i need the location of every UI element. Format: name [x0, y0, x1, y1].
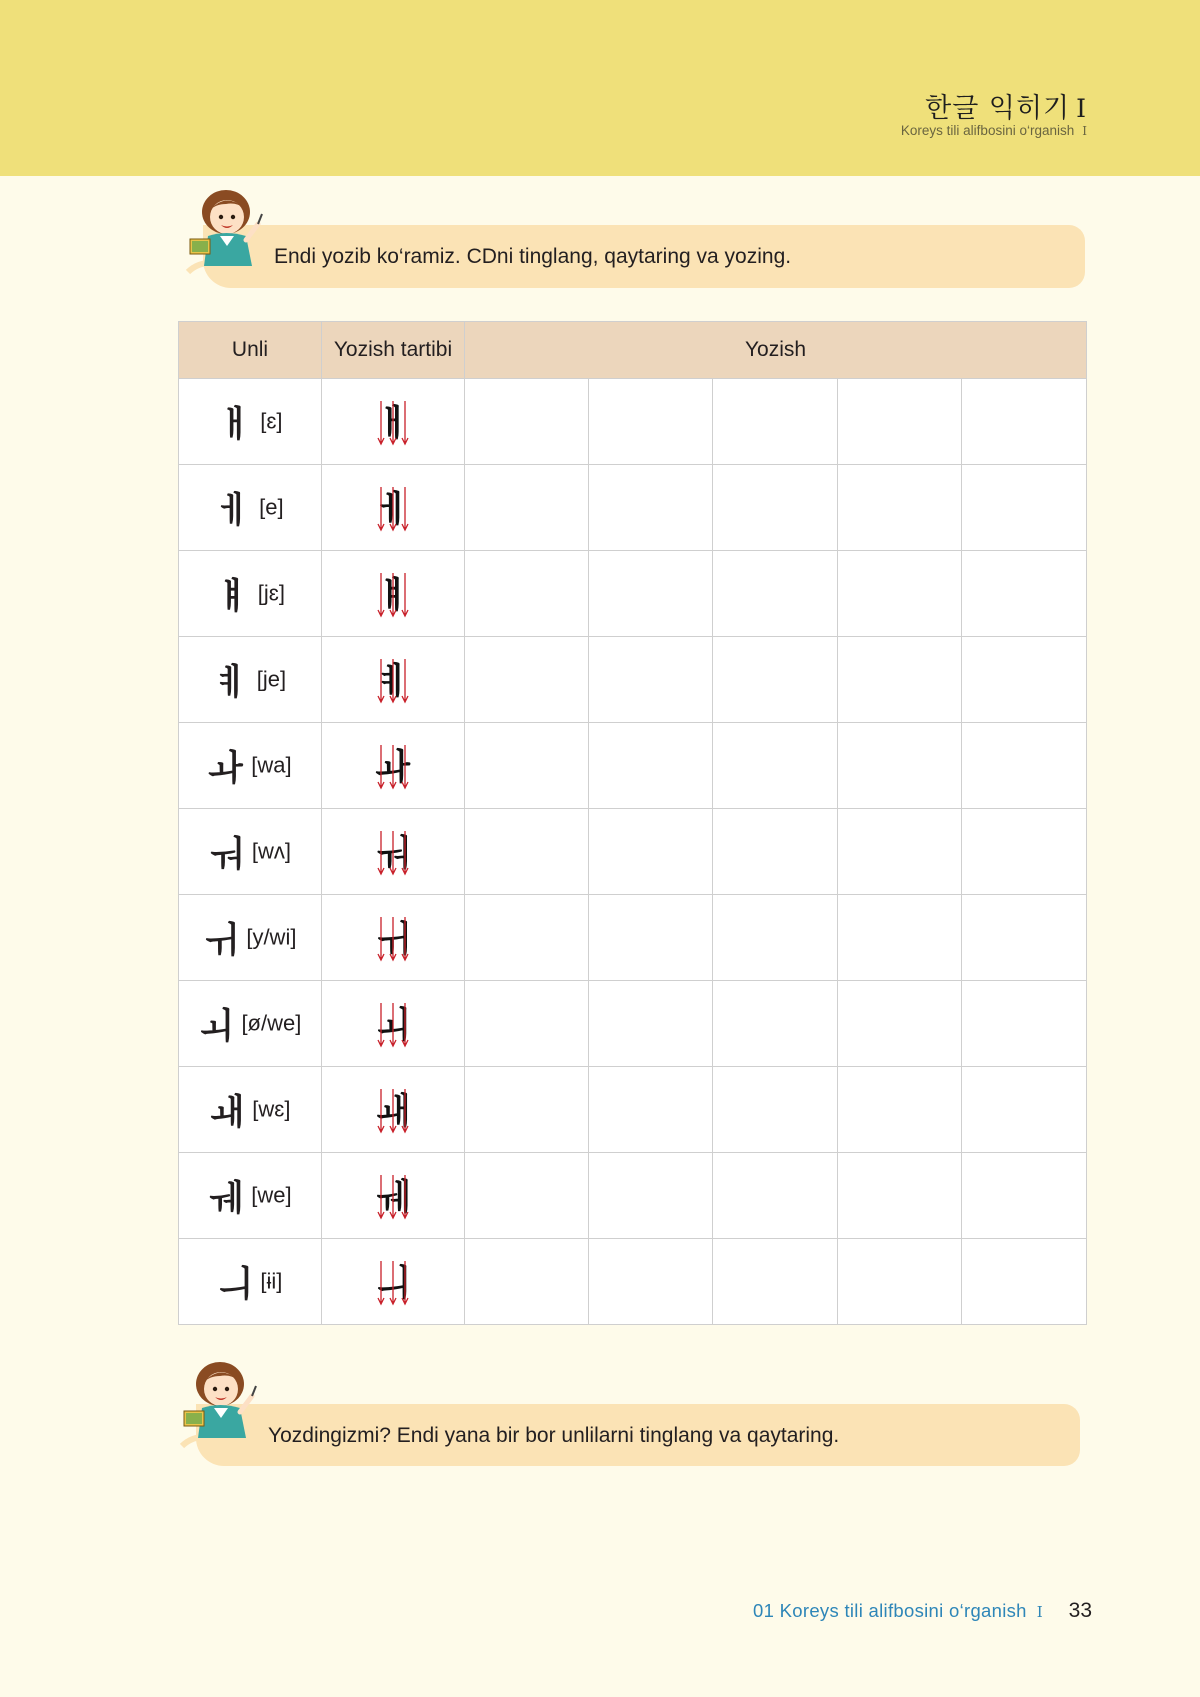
vowel-cell	[179, 981, 322, 1067]
writing-practice-cell[interactable]	[589, 465, 713, 551]
writing-practice-cell[interactable]	[962, 1239, 1087, 1325]
stroke-order-glyph: ㅒ	[375, 575, 411, 616]
vowel-pronunciation: [ø/we]	[241, 1010, 302, 1036]
stroke-order-cell	[322, 1239, 465, 1325]
writing-practice-cell[interactable]	[713, 379, 838, 465]
writing-practice-cell[interactable]	[465, 465, 589, 551]
vowel-glyph: ㅙ	[209, 1092, 245, 1133]
writing-practice-cell[interactable]	[713, 809, 838, 895]
vowel-glyph: ㅟ	[203, 920, 239, 961]
header-title	[925, 86, 1087, 125]
writing-practice-cell[interactable]	[465, 809, 589, 895]
table-row	[179, 1067, 1087, 1153]
writing-practice-cell[interactable]	[838, 981, 962, 1067]
writing-practice-cell[interactable]	[713, 1239, 838, 1325]
vowel-cell	[179, 1239, 322, 1325]
writing-practice-cell[interactable]	[713, 1067, 838, 1153]
vowel-cell	[179, 465, 322, 551]
stroke-arrow	[402, 1003, 408, 1046]
stroke-arrow	[402, 573, 408, 616]
writing-practice-cell[interactable]	[962, 1153, 1087, 1239]
vowel-pronunciation: [je]	[256, 666, 287, 692]
stroke-order-glyph: ㅞ	[375, 1177, 411, 1218]
vowel-pronunciation: [wɛ]	[252, 1096, 291, 1122]
stroke-order-diagram	[353, 989, 433, 1053]
stroke-arrow	[390, 745, 396, 788]
stroke-order-diagram	[353, 1075, 433, 1139]
stroke-arrow	[390, 659, 396, 702]
writing-practice-cell[interactable]	[589, 379, 713, 465]
stroke-order-glyph: ㅔ	[375, 489, 411, 530]
writing-practice-cell[interactable]	[465, 723, 589, 809]
writing-practice-cell[interactable]	[962, 895, 1087, 981]
writing-practice-cell[interactable]	[589, 1239, 713, 1325]
vowel-glyph: ㅒ	[215, 576, 250, 617]
writing-practice-cell[interactable]	[838, 637, 962, 723]
vowel-pronunciation: [we]	[251, 1182, 292, 1208]
writing-practice-cell[interactable]	[838, 1239, 962, 1325]
stroke-arrows-icon	[353, 559, 433, 623]
writing-practice-cell[interactable]	[962, 809, 1087, 895]
stroke-order-cell	[322, 379, 465, 465]
header-vowel: Unli	[179, 322, 322, 379]
writing-practice-cell[interactable]	[962, 981, 1087, 1067]
vowel-glyph: ㅖ	[213, 662, 249, 703]
stroke-order-diagram	[353, 1247, 433, 1311]
stroke-arrow	[378, 745, 384, 788]
header-writing: Yozish	[465, 322, 1087, 379]
stroke-arrows-icon	[353, 817, 433, 881]
stroke-arrow	[402, 487, 408, 530]
stroke-arrow	[378, 1089, 384, 1132]
stroke-arrow	[390, 1089, 396, 1132]
stroke-order-cell	[322, 465, 465, 551]
table-row	[179, 379, 1087, 465]
table-row	[179, 1239, 1087, 1325]
writing-practice-cell[interactable]	[838, 895, 962, 981]
writing-practice-cell[interactable]	[465, 1239, 589, 1325]
stroke-order-cell	[322, 1153, 465, 1239]
vowel-cell	[179, 1153, 322, 1239]
stroke-arrow	[390, 1175, 396, 1218]
stroke-order-diagram	[353, 473, 433, 537]
stroke-order-diagram	[353, 1161, 433, 1225]
stroke-order-diagram	[353, 817, 433, 881]
teacher-illustration	[186, 184, 274, 279]
stroke-order-glyph: ㅐ	[375, 403, 411, 444]
stroke-arrow	[390, 831, 396, 874]
page-number: 33	[1068, 1599, 1092, 1622]
writing-practice-cell[interactable]	[838, 809, 962, 895]
writing-practice-cell[interactable]	[465, 895, 589, 981]
writing-practice-cell[interactable]	[713, 723, 838, 809]
vowel-cell	[179, 379, 322, 465]
writing-practice-cell[interactable]	[589, 895, 713, 981]
stroke-arrow	[390, 401, 396, 444]
instruction-bubble-top	[203, 225, 1085, 288]
writing-practice-cell[interactable]	[962, 1067, 1087, 1153]
instruction-text-top: Endi yozib ko‘ramiz. CDni tinglang, qaytaring va yozing.	[274, 245, 792, 268]
header-subtitle-text: Koreys tili alifbosini o‘rganish	[900, 123, 1075, 138]
header-title-text: 한글 익히기	[925, 93, 1071, 124]
stroke-arrow	[378, 1261, 384, 1304]
stroke-arrows-icon	[353, 903, 433, 967]
stroke-arrow	[378, 1003, 384, 1046]
vowel-glyph: ㅢ	[217, 1264, 253, 1305]
writing-practice-cell[interactable]	[713, 1153, 838, 1239]
stroke-arrow	[402, 1175, 408, 1218]
vowel-pronunciation: [e]	[259, 494, 284, 520]
vowel-cell	[179, 551, 322, 637]
stroke-arrow	[402, 917, 408, 960]
header-title-roman: I	[1076, 94, 1087, 123]
vowel-glyph: ㅞ	[208, 1178, 244, 1219]
stroke-arrow	[378, 831, 384, 874]
vowel-cell	[179, 1067, 322, 1153]
stroke-arrow	[402, 401, 408, 444]
writing-practice-cell[interactable]	[465, 1153, 589, 1239]
stroke-arrow	[378, 401, 384, 444]
writing-practice-cell[interactable]	[465, 551, 589, 637]
stroke-arrow	[402, 1089, 408, 1132]
table-row	[179, 895, 1087, 981]
stroke-arrow	[378, 487, 384, 530]
stroke-order-cell	[322, 809, 465, 895]
vowel-pronunciation: [jɛ]	[257, 580, 285, 606]
writing-practice-cell[interactable]	[713, 981, 838, 1067]
vowel-cell	[179, 723, 322, 809]
footer-chapter-roman: I	[1036, 1603, 1043, 1621]
writing-practice-cell[interactable]	[838, 379, 962, 465]
writing-practice-cell[interactable]	[962, 379, 1087, 465]
stroke-arrows-icon	[353, 387, 433, 451]
writing-practice-cell[interactable]	[838, 1067, 962, 1153]
stroke-order-diagram	[353, 645, 433, 709]
stroke-arrow	[390, 487, 396, 530]
vowel-pronunciation: [ɨi]	[260, 1268, 283, 1294]
table-row	[179, 551, 1087, 637]
vowel-pronunciation: [wa]	[251, 752, 292, 778]
stroke-arrow	[390, 1261, 396, 1304]
stroke-order-glyph: ㅘ	[375, 747, 411, 788]
table-row	[179, 981, 1087, 1067]
instruction-bubble-bottom	[196, 1404, 1080, 1466]
writing-practice-cell[interactable]	[589, 723, 713, 809]
stroke-arrow	[390, 917, 396, 960]
stroke-arrows-icon	[353, 1247, 433, 1311]
stroke-arrow	[402, 745, 408, 788]
footer-chapter-text: 01 Koreys tili alifbosini o‘rganish	[753, 1600, 1027, 1621]
writing-practice-cell[interactable]	[465, 981, 589, 1067]
stroke-arrow	[378, 917, 384, 960]
table-row	[179, 809, 1087, 895]
writing-practice-cell[interactable]	[838, 465, 962, 551]
stroke-arrow	[378, 659, 384, 702]
stroke-arrows-icon	[353, 645, 433, 709]
writing-practice-cell[interactable]	[962, 637, 1087, 723]
writing-practice-cell[interactable]	[962, 551, 1087, 637]
stroke-order-diagram	[353, 387, 433, 451]
stroke-order-diagram	[353, 903, 433, 967]
table-row	[179, 637, 1087, 723]
stroke-order-glyph: ㅚ	[375, 1005, 411, 1046]
vowel-cell	[179, 637, 322, 723]
stroke-order-cell	[322, 895, 465, 981]
stroke-order-glyph: ㅖ	[375, 661, 411, 702]
stroke-order-cell	[322, 1067, 465, 1153]
writing-practice-cell[interactable]	[838, 1153, 962, 1239]
stroke-order-glyph: ㅢ	[375, 1263, 411, 1304]
vowel-glyph: ㅘ	[208, 748, 244, 789]
stroke-order-cell	[322, 637, 465, 723]
writing-practice-cell[interactable]	[713, 551, 838, 637]
vowel-pronunciation: [ɛ]	[260, 408, 283, 434]
header-stroke-order: Yozish tartibi	[322, 322, 465, 379]
vowel-writing-table	[178, 321, 1087, 1325]
stroke-order-glyph: ㅟ	[375, 919, 411, 960]
stroke-order-diagram	[353, 731, 433, 795]
vowel-glyph: ㅐ	[217, 404, 253, 445]
writing-practice-cell[interactable]	[838, 723, 962, 809]
stroke-arrow	[390, 573, 396, 616]
stroke-order-glyph: ㅙ	[375, 1091, 411, 1132]
header-subtitle	[901, 123, 1087, 138]
writing-practice-cell[interactable]	[962, 465, 1087, 551]
vowel-cell	[179, 895, 322, 981]
vowel-glyph: ㅝ	[209, 834, 244, 875]
writing-practice-cell[interactable]	[713, 465, 838, 551]
stroke-order-glyph: ㅝ	[375, 833, 411, 874]
stroke-order-cell	[322, 551, 465, 637]
writing-practice-cell[interactable]	[713, 895, 838, 981]
writing-practice-cell[interactable]	[962, 723, 1087, 809]
writing-practice-cell[interactable]	[465, 1067, 589, 1153]
footer-chapter	[753, 1600, 1043, 1622]
stroke-arrow	[402, 659, 408, 702]
table-header-row	[179, 322, 1087, 379]
writing-practice-cell[interactable]	[465, 637, 589, 723]
stroke-arrows-icon	[353, 1075, 433, 1139]
header-subtitle-roman: I	[1082, 124, 1087, 138]
writing-practice-cell[interactable]	[589, 981, 713, 1067]
writing-practice-cell[interactable]	[589, 809, 713, 895]
stroke-arrows-icon	[353, 473, 433, 537]
writing-practice-cell[interactable]	[465, 379, 589, 465]
stroke-arrows-icon	[353, 731, 433, 795]
stroke-arrow	[378, 573, 384, 616]
stroke-arrow	[378, 1175, 384, 1218]
vowel-pronunciation: [y/wi]	[246, 924, 297, 950]
stroke-order-diagram	[353, 559, 433, 623]
table-row	[179, 465, 1087, 551]
vowel-cell	[179, 809, 322, 895]
writing-practice-cell[interactable]	[713, 637, 838, 723]
stroke-order-cell	[322, 981, 465, 1067]
instruction-text-bottom: Yozdingizmi? Endi yana bir bor unlilarni tinglang va qaytaring.	[268, 1424, 840, 1447]
vowel-glyph: ㅚ	[198, 1006, 234, 1047]
vowel-glyph: ㅔ	[216, 490, 252, 531]
stroke-arrows-icon	[353, 989, 433, 1053]
stroke-arrow	[402, 831, 408, 874]
teacher-illustration	[180, 1356, 268, 1451]
table-row	[179, 1153, 1087, 1239]
stroke-order-cell	[322, 723, 465, 809]
stroke-arrows-icon	[353, 1161, 433, 1225]
table-row	[179, 723, 1087, 809]
writing-practice-cell[interactable]	[589, 637, 713, 723]
writing-practice-cell[interactable]	[589, 1153, 713, 1239]
writing-practice-cell[interactable]	[838, 551, 962, 637]
stroke-arrow	[390, 1003, 396, 1046]
vowel-pronunciation: [wʌ]	[251, 838, 291, 864]
writing-practice-cell[interactable]	[589, 1067, 713, 1153]
writing-practice-cell[interactable]	[589, 551, 713, 637]
stroke-arrow	[402, 1261, 408, 1304]
